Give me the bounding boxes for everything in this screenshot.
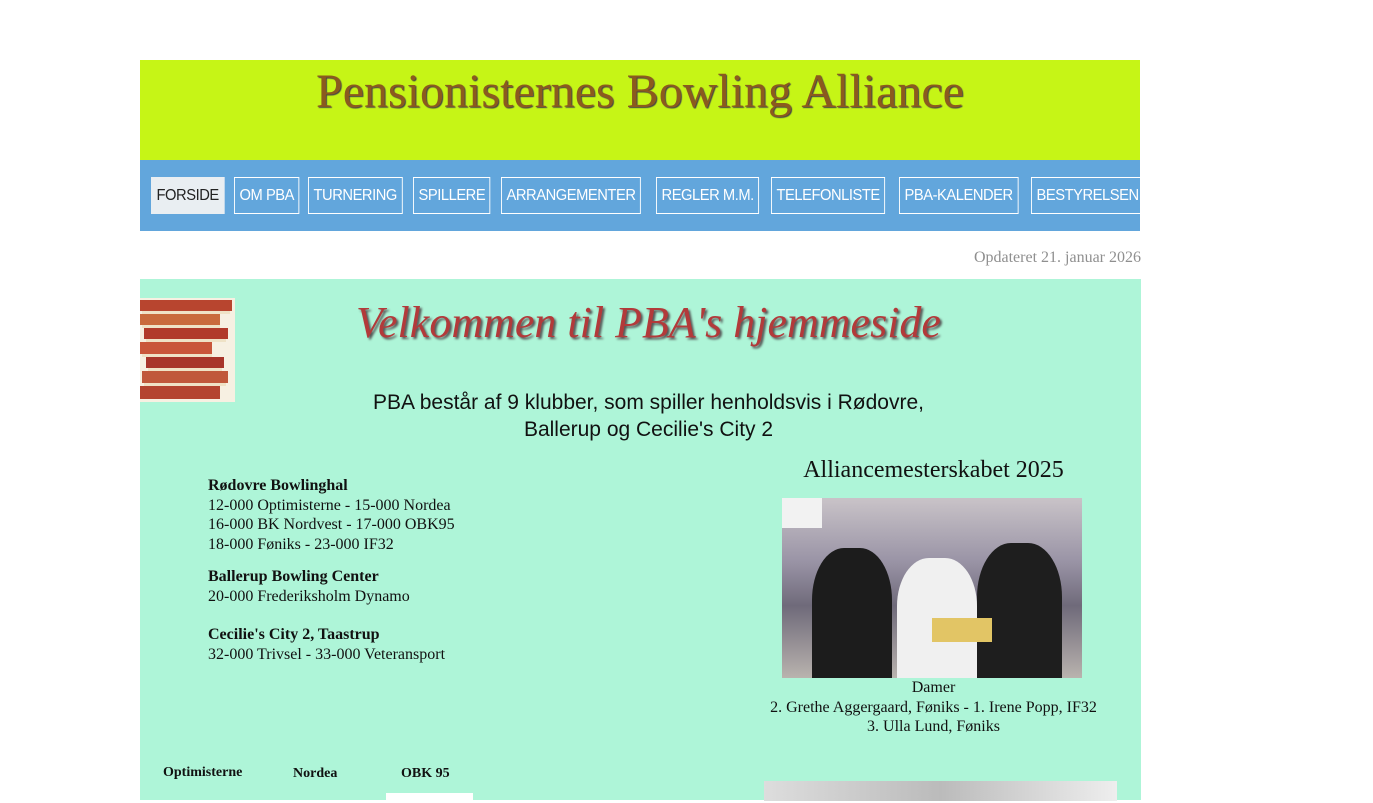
nav-item-telefonliste[interactable]: TELEFONLISTE <box>771 177 885 214</box>
nav-item-turnering[interactable]: TURNERING <box>308 177 402 214</box>
nav-item-pba-kalender[interactable]: PBA-KALENDER <box>899 177 1018 214</box>
photo-prize <box>932 618 992 642</box>
championship-title: Alliancemesterskabet 2025 <box>803 457 1064 483</box>
photo-person <box>977 543 1062 678</box>
championship-photo <box>782 498 1082 678</box>
venue-taastrup <box>208 625 445 664</box>
photo-caption <box>740 678 1127 737</box>
nav-item-om-pba[interactable]: OM PBA <box>234 177 300 214</box>
main-content <box>140 279 1141 800</box>
venue-line: 16-000 BK Nordvest - 17-000 OBK95 <box>208 516 455 533</box>
club-label-nordea: Nordea <box>293 766 338 781</box>
nav-item-billeder[interactable]: BILLEDER <box>1157 177 1236 214</box>
venue-ballerup <box>208 567 410 606</box>
venue-rodovre <box>208 476 455 554</box>
nav-item-spillere[interactable]: SPILLERE <box>413 177 491 214</box>
main-nav <box>140 160 1358 231</box>
club-logo <box>386 793 473 803</box>
nav-item-regler[interactable]: REGLER M.M. <box>656 177 759 214</box>
updated-date: Opdateret 21. januar 2026 <box>973 249 1141 266</box>
club-label-optimisterne: Optimisterne <box>163 765 243 780</box>
venue-line: 18-000 Føniks - 23-000 IF32 <box>208 535 394 553</box>
nav-item-forside[interactable]: FORSIDE <box>151 177 224 214</box>
second-photo <box>764 781 1117 801</box>
venue-title: Rødovre Bowlinghal <box>208 477 348 494</box>
venue-line: 32-000 Trivsel - 33-000 Veteransport <box>208 645 446 663</box>
nav-list <box>151 177 1373 214</box>
intro-line: Ballerup og Cecilie's City 2 <box>523 418 774 441</box>
nav-item-scoreseddel[interactable]: SCORESEDDEL <box>1246 177 1363 214</box>
venue-line: 20-000 Frederiksholm Dynamo <box>208 587 410 605</box>
nav-item-bestyrelsen[interactable]: BESTYRELSEN <box>1031 177 1144 214</box>
photo-person <box>812 548 892 678</box>
intro-text <box>340 389 957 443</box>
venue-title: Cecilie's City 2, Taastrup <box>208 626 380 643</box>
photo-sign <box>782 498 822 528</box>
welcome-heading: Velkommen til PBA's hjemmeside <box>356 298 941 347</box>
nav-item-arrangementer[interactable]: ARRANGEMENTER <box>501 177 641 214</box>
venue-line: 12-000 Optimisterne - 15-000 Nordea <box>208 496 451 514</box>
caption-line: Damer <box>911 679 956 696</box>
venue-title: Ballerup Bowling Center <box>208 568 379 585</box>
club-label-obk95: OBK 95 <box>401 766 450 781</box>
site-header <box>140 60 1140 160</box>
caption-line: 2. Grethe Aggergaard, Føniks - 1. Irene Popp, IF32 <box>770 698 1097 716</box>
intro-line: PBA består af 9 klubber, som spiller henholdsvis i Rødovre, <box>373 391 924 414</box>
site-title: Pensionisternes Bowling Alliance <box>316 65 964 118</box>
caption-line: 3. Ulla Lund, Føniks <box>867 718 1000 735</box>
